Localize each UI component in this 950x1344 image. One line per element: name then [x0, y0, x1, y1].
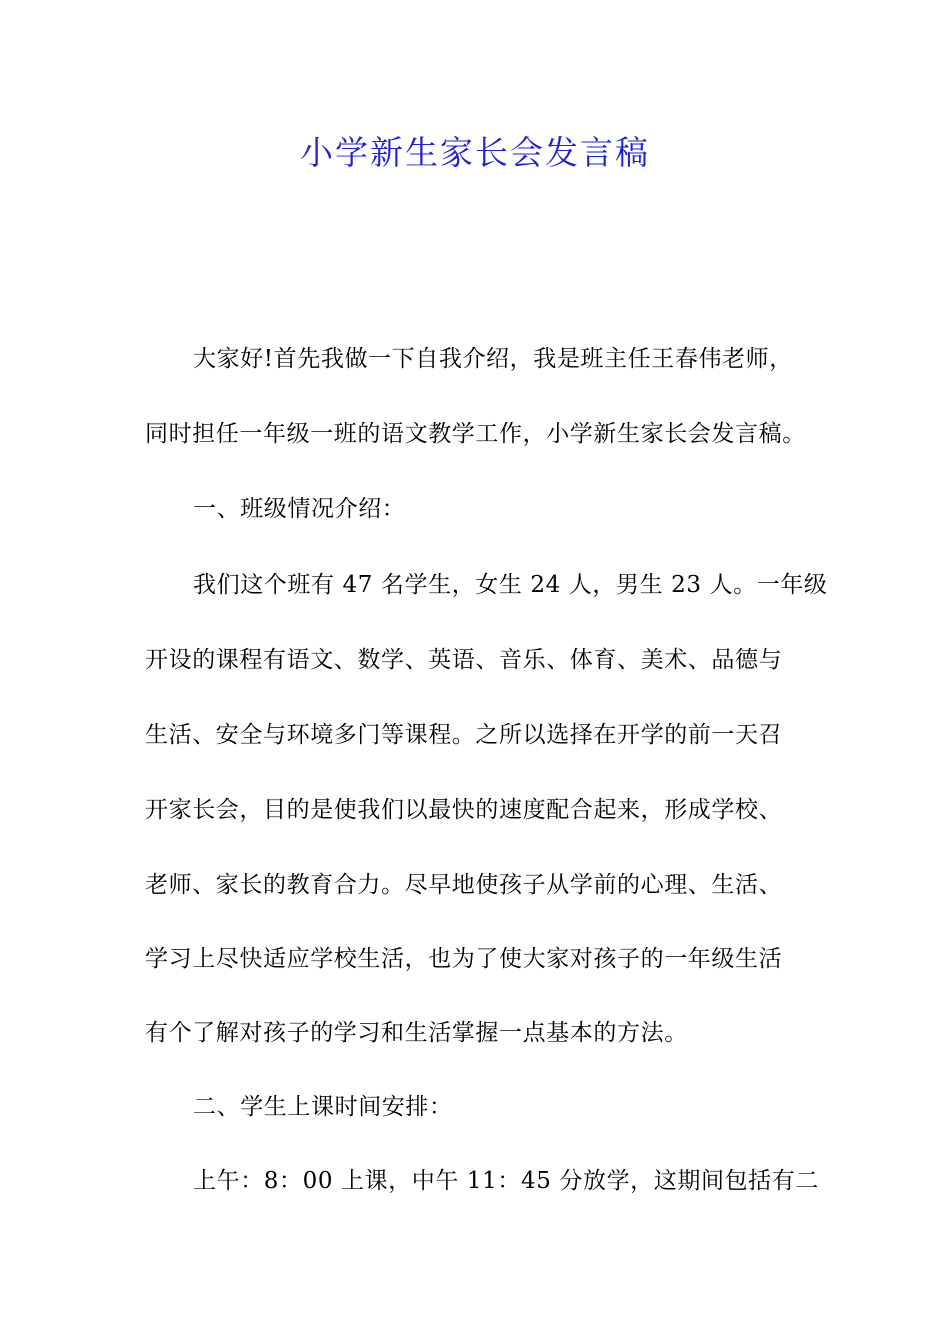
- paragraph-line: 学习上尽快适应学校生活，也为了使大家对孩子的一年级生活: [145, 946, 783, 972]
- paragraph-line: 老师、家长的教育合力。尽早地使孩子从学前的心理、生活、: [145, 872, 783, 898]
- paragraph-line: 有个了解对孩子的学习和生活掌握一点基本的方法。: [145, 1020, 688, 1046]
- paragraph-line: 同时担任一年级一班的语文教学工作，小学新生家长会发言稿。: [145, 421, 806, 447]
- paragraph-line: 上午：8：00 上课，中午 11：45 分放学，这期间包括有二: [193, 1168, 819, 1194]
- section-heading: 一、班级情况介绍：: [193, 496, 406, 522]
- paragraph-line: 开家长会，目的是使我们以最快的速度配合起来，形成学校、: [145, 797, 783, 823]
- paragraph-line: 开设的课程有语文、数学、英语、音乐、体育、美术、品德与: [145, 647, 783, 673]
- section-heading: 二、学生上课时间安排：: [193, 1094, 453, 1120]
- paragraph-line: 生活、安全与环境多门等课程。之所以选择在开学的前一天召: [145, 722, 783, 748]
- paragraph-line: 我们这个班有 47 名学生，女生 24 人，男生 23 人。一年级: [193, 572, 828, 598]
- document-title: 小学新生家长会发言稿: [300, 133, 650, 172]
- paragraph-line: 大家好!首先我做一下自我介绍，我是班主任王春伟老师，: [193, 346, 793, 372]
